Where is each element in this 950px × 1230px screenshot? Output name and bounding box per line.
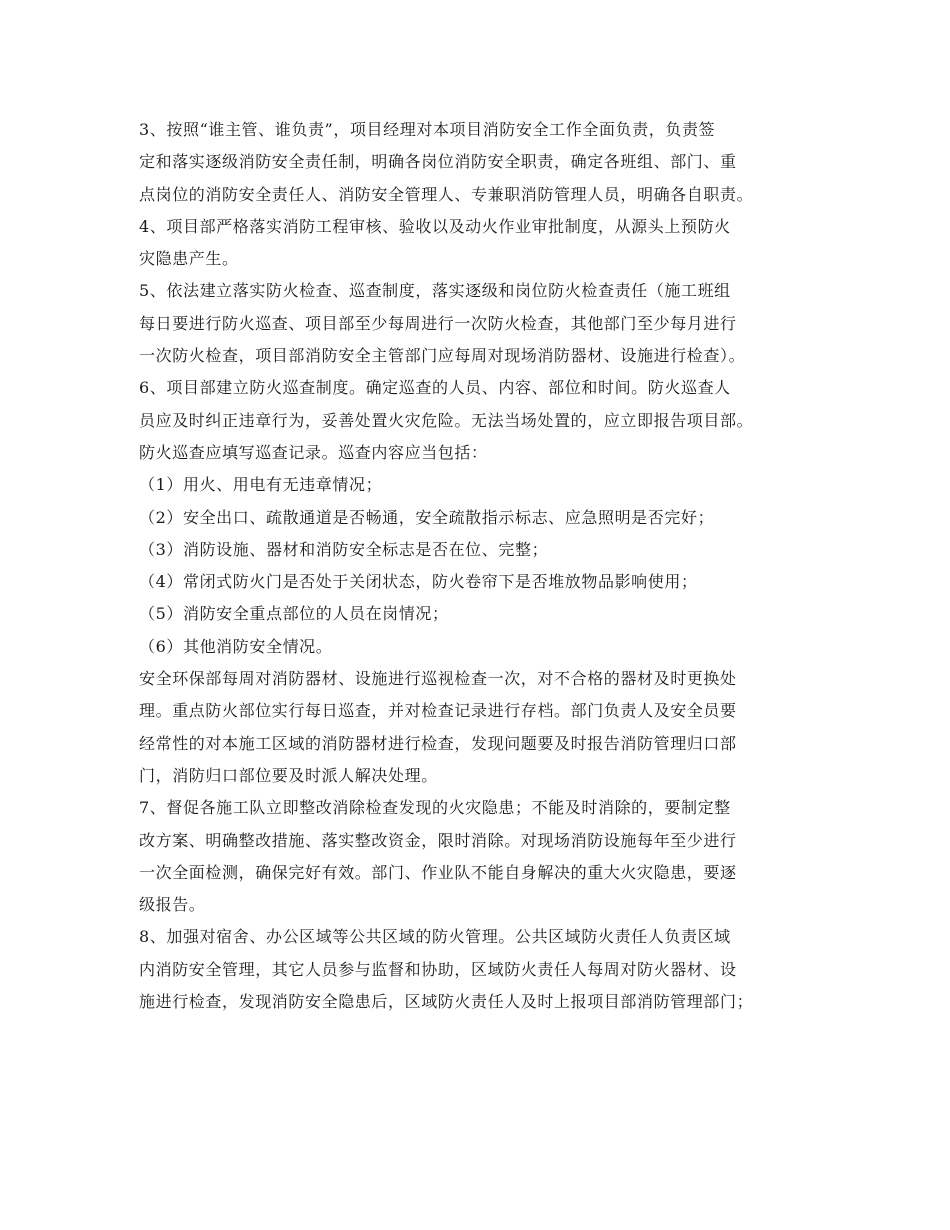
text-line: 防火巡查应填写巡查记录。巡查内容应当包括：: [139, 442, 488, 462]
text-line: 8、加强对宿舍、办公区域等公共区域的防火管理。公共区域防火责任人负责区域: [139, 927, 731, 947]
text-line: 3、按照“谁主管、谁负责”，项目经理对本项目消防安全工作全面负责，负责签: [139, 120, 716, 139]
text-line: 安全环保部每周对消防器材、设施进行巡视检查一次，对不合格的器材及时更换处: [139, 669, 737, 689]
text-line: 4、项目部严格落实消防工程审核、验收以及动火作业审批制度，从源头上预防火: [139, 216, 731, 236]
text-line: 内消防安全管理，其它人员参与监督和协助，区域防火责任人每周对防火器材、设: [139, 959, 737, 979]
text-line: 7、督促各施工队立即整改消除检查发现的火灾隐患；不能及时消除的，要制定整: [139, 798, 731, 818]
text-line: 6、项目部建立防火巡查制度。确定巡查的人员、内容、部位和时间。防火巡查人: [139, 378, 731, 398]
text-line: 5、依法建立落实防火检查、巡查制度，落实逐级和岗位防火检查责任（施工班组: [139, 281, 731, 301]
text-line: 灾隐患产生。: [139, 249, 239, 269]
text-line: 定和落实逐级消防安全责任制，明确各岗位消防安全职责，确定各班组、部门、重: [139, 152, 737, 172]
text-line: 级报告。: [139, 895, 206, 915]
list-item: （1）用火、用电有无违章情况；: [139, 475, 383, 495]
text-line: 理。重点防火部位实行每日巡查，并对检查记录进行存档。部门负责人及安全员要: [139, 701, 737, 721]
list-item: （4）常闭式防火门是否处于关闭状态，防火卷帘下是否堆放物品影响使用；: [139, 572, 698, 592]
list-item: （2）安全出口、疏散通道是否畅通，安全疏散指示标志、应急照明是否完好；: [139, 507, 715, 527]
text-line: 经常性的对本施工区域的消防器材进行检查，发现问题要及时报告消防管理归口部: [139, 733, 737, 753]
list-item: （6）其他消防安全情况。: [139, 636, 333, 656]
list-item: （3）消防设施、器材和消防安全标志是否在位、完整；: [139, 539, 549, 559]
text-line: 每日要进行防火巡查、项目部至少每周进行一次防火检查，其他部门至少每月进行: [139, 313, 737, 333]
list-item: （5）消防安全重点部位的人员在岗情况；: [139, 604, 449, 624]
text-line: 员应及时纠正违章行为，妥善处置火灾危险。无法当场处置的，应立即报告项目部。: [139, 410, 754, 430]
text-line: 门，消防归口部位要及时派人解决处理。: [139, 765, 438, 785]
text-line: 一次防火检查，项目部消防安全主管部门应每周对现场消防器材、设施进行检查）。: [139, 346, 746, 366]
text-line: 点岗位的消防安全责任人、消防安全管理人、专兼职消防管理人员，明确各自职责。: [139, 184, 754, 204]
text-line: 施进行检查，发现消防安全隐患后，区域防火责任人及时上报项目部消防管理部门；: [139, 992, 754, 1012]
text-line: 一次全面检测，确保完好有效。部门、作业队不能自身解决的重大火灾隐患，要逐: [139, 862, 737, 882]
document-body: [139, 114, 829, 1018]
text-line: 改方案、明确整改措施、落实整改资金，限时消除。对现场消防设施每年至少进行: [139, 830, 737, 850]
